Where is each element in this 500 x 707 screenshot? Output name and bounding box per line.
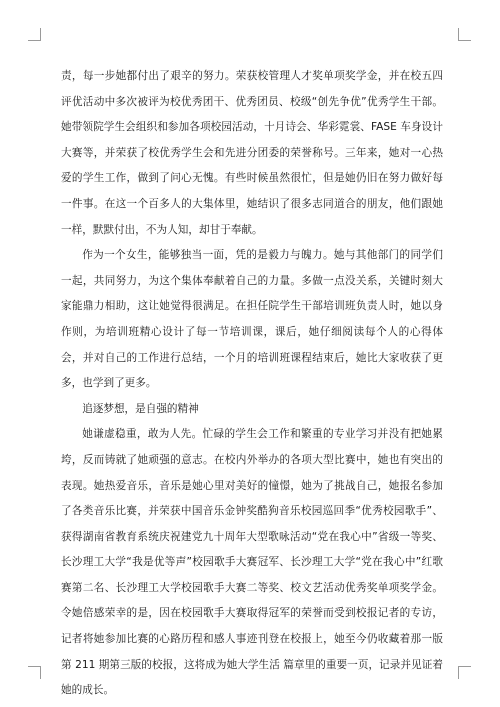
crop-mark-bottom-right (458, 666, 471, 679)
document-body (61, 64, 443, 704)
paragraph-3: 她谦虚稳重，敢为人先。忙碌的学生会工作和繁重的专业学习并没有把她累垮，反而铸就了她顽强的意志。在校内外举办的各项大型比赛中，她也有突出的表现。她热爱音乐，音乐是她心里对美好的憧憬，她为了挑战自己，她报名参加了各类音乐比赛，并荣获中国音乐金钟奖酷狗音乐校园巡回季“优秀校园歌手”、获得湖南省教育系统庆祝建党九十周年大型歌咏活动“党在我心中”省级一等奖、长沙理工大学“我是优等声”校园歌手大赛冠军、长沙理工大学“党在我心中”红歌赛第二名、长沙理工大学校园歌手大赛二等奖、校文艺活动优秀奖单项奖学金。令她倍感荣幸的是，因在校园歌手大赛取得冠军的荣誉而受到校报记者的专访，记者将她参加比赛的心路历程和感人事迹刊登在校报上，她至今仍收藏着那一版第 211 期第三版的校报，这将成为她大学生活 篇章里的重要一页，记录并见证着她的成长。 (61, 428, 443, 697)
crop-mark-top-right (458, 28, 471, 41)
crop-mark-bottom-left (28, 666, 41, 679)
paragraph-1: 责，每一步她都付出了艰辛的努力。荣获校管理人才奖单项奖学金，并在校五四评优活动中多次被评为校优秀团干、优秀团员、校级“创先争优”优秀学生干部。她带领院学生会组织和参加各项校园活动，十月诗会、华彩霓裳、FASE 车身设计大赛等，并荣获了校优秀学生会和先进分团委的荣誉称号。三年来，她对一心热爱的学生工作，做到了问心无愧。有些时候虽然很忙，但是她仍旧在努力做好每一件事。在这一个百多人的大集体里，她结识了很多志同道合的朋友，他们跟她一样，默默付出，不为人知，却甘于奉献。 (61, 70, 443, 236)
crop-mark-top-left (28, 28, 41, 41)
paragraph-2: 作为一个女生，能够独当一面，凭的是毅力与魄力。她与其他部门的同学们一起，共同努力，为这个集体奉献着自己的力量。多做一点没关系，关键时刻大家能鼎力相助，这让她觉得很满足。在担任院学生干部培训班负责人时，她以身作则，为培训班精心设计了每一节培训课，课后，她仔细阅读每个人的心得体会，并对自己的工作进行总结，一个月的培训班课程结束后，她比大家收获了更多，也学到了更多。 (61, 249, 443, 390)
section-heading: 追逐梦想，是自强的精神 (82, 402, 199, 415)
